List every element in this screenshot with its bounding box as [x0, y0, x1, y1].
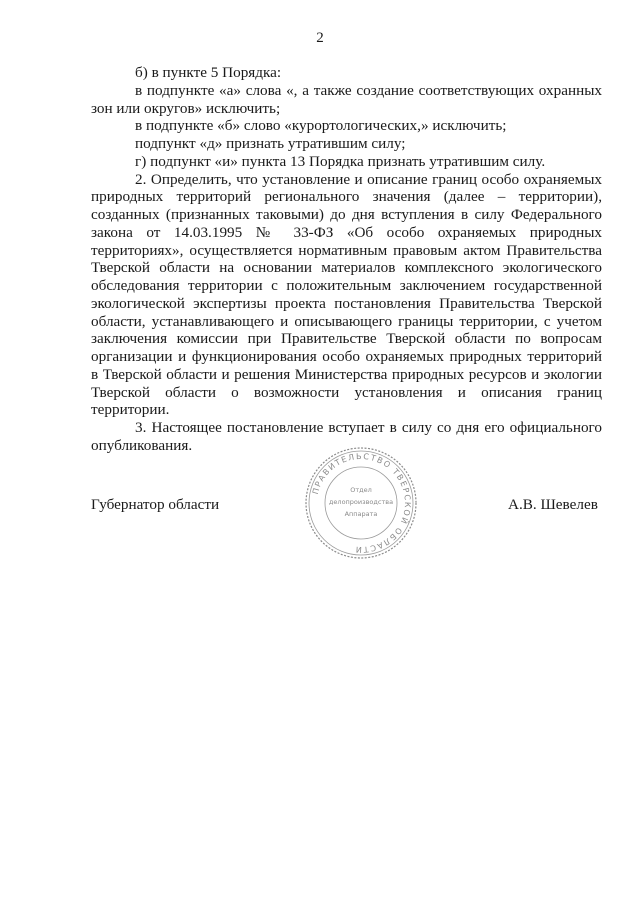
paragraph-b-heading: б) в пункте 5 Порядка:	[135, 64, 282, 81]
seal-ring-text: ПРАВИТЕЛЬСТВО ТВЕРСКОЙ ОБЛАСТИ	[310, 451, 413, 555]
paragraph-subpoint-b: в подпункте «б» слово «курортологических,» исключить;	[135, 117, 507, 135]
seal-center-line-2: делопроизводства	[328, 498, 394, 506]
document-body	[91, 64, 602, 455]
page-number: 2	[316, 30, 324, 46]
paragraph-g: г) подпункт «и» пункта 13 Порядка признать утратившим силу.	[135, 152, 546, 170]
official-seal	[303, 445, 419, 561]
paragraph-subpoint-a: в подпункте «а» слова «, а также создание соответствующих охранных зон или округов» исключить;	[91, 81, 602, 117]
paragraph-clause-3: 3. Настоящее постановление вступает в силу со дня его официального опубликования.	[91, 419, 602, 454]
seal-center-line-3: Аппарата	[344, 510, 378, 518]
paragraph-subpoint-d: подпункт «д» признать утратившим силу;	[135, 135, 406, 152]
paragraph-clause-2: 2. Определить, что установление и описание границ особо охраняемых природных территорий регионального значения (далее – территории), созданных (признанных таковыми) до дня вступления в силу Федерального закона от 14.03.1995 № 33-ФЗ «Об особо охраняемых природных территориях», осуществляется нормативным правовым актом Правительства Тверской области на основании материалов комплексного экологического обследования территории с положительным заключением государственной экологической экспертизы проекта постановления Правительства Тверской области, устанавливающего и описывающего границы территории, с учетом заключения комиссии при Правительстве Тверской области по вопросам организации и функционирования особо охраняемых природных территорий в Тверской области и решения Министерства природных ресурсов и экологии Тверской области о возможности установления и описания границ территории.	[91, 170, 602, 419]
signatory-name: А.В. Шевелев	[508, 496, 598, 513]
seal-center-line-1: Отдел	[350, 486, 372, 494]
signatory-position: Губернатор области	[91, 496, 220, 513]
